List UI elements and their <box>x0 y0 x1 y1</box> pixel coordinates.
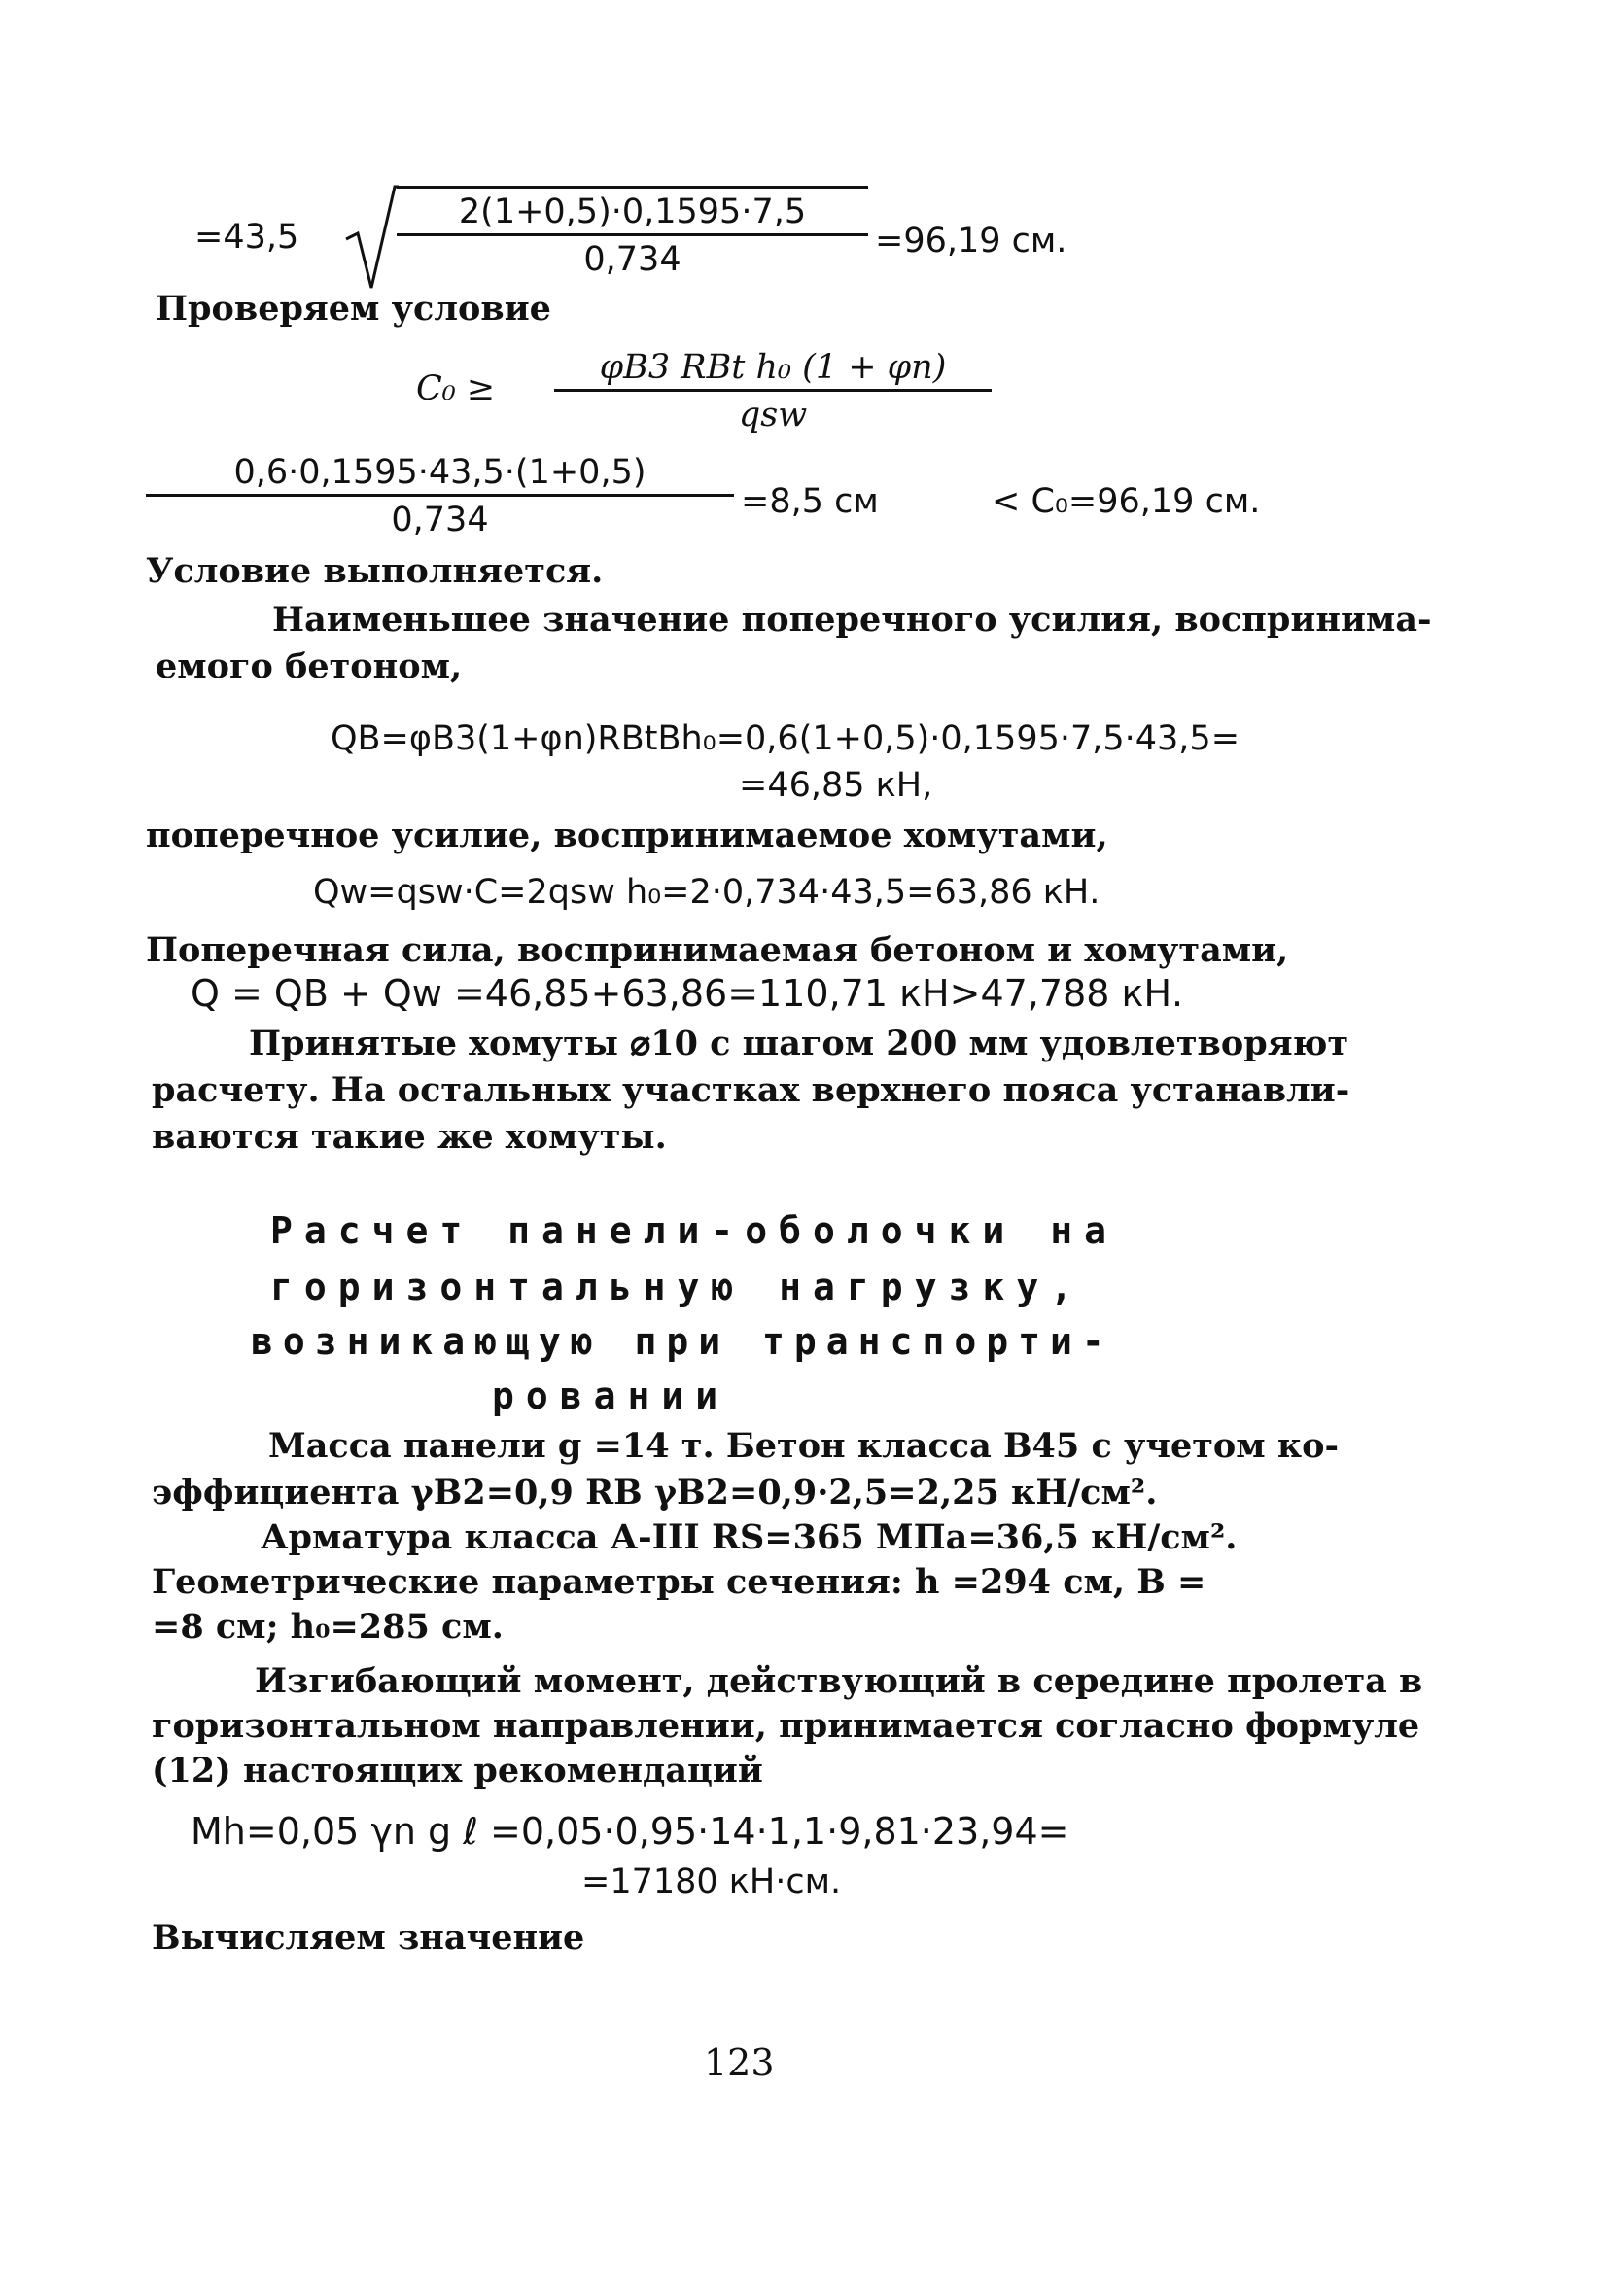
sqrt-overline <box>397 186 868 189</box>
eq1-numerator: 2(1+0,5)·0,1595·7,5 <box>397 191 868 236</box>
section-heading-line4: ровании <box>492 1374 730 1417</box>
para3: Поперечная сила, воспринимаемая бетоном и хомутами, <box>146 930 1289 970</box>
eq6-line1: Mh=0,05 γn g ℓ =0,05·0,95·14·1,1·9,81·23,94= <box>191 1810 1069 1853</box>
eq1-result: =96,19 см. <box>875 222 1067 261</box>
closing-line: Вычисляем значение <box>152 1918 585 1958</box>
eq1-prefix: =43,5 <box>194 218 299 257</box>
condition-numerator: φB3 RBt h₀ (1 + φn) <box>554 346 992 392</box>
eq1-denominator: 0,734 <box>583 240 681 279</box>
para4-line2: расчету. На остальных участках верхнего пояса устанавли- <box>152 1070 1350 1110</box>
section-heading-line2: горизонтальную нагрузку, <box>270 1266 1085 1308</box>
eq2-result: =8,5 см <box>741 482 879 521</box>
para6-line3: (12) настоящих рекомендаций <box>152 1751 763 1791</box>
eq2-denominator: 0,734 <box>391 501 489 539</box>
sqrt-symbol <box>342 181 401 297</box>
eq5: Q = QB + Qw =46,85+63,86=110,71 кН>47,788 кН. <box>191 972 1184 1015</box>
section-heading-line3: возникающую при транспорти- <box>251 1320 1114 1363</box>
section-heading-line1: Расчет панели-оболочки на <box>270 1209 1118 1252</box>
para5-line5: =8 см; h₀=285 см. <box>152 1607 504 1647</box>
eq6-line2: =17180 кН·см. <box>581 1862 842 1901</box>
eq3-line2: =46,85 кН, <box>739 766 933 805</box>
eq2-compare: < C₀=96,19 см. <box>992 482 1261 521</box>
condition-satisfied: Условие выполняется. <box>146 551 604 591</box>
para4-line3: ваются такие же хомуты. <box>152 1117 667 1157</box>
para6-line2: горизонтальном направлении, принимается согласно формуле <box>152 1706 1420 1746</box>
condition-fraction <box>554 346 992 436</box>
para5-line1: Масса панели g =14 т. Бетон класса B45 с учетом ко- <box>268 1426 1339 1466</box>
para1-line1: Наименьшее значение поперечного усилия, воспринима- <box>272 600 1432 640</box>
check-label: Проверяем условие <box>156 289 551 329</box>
eq4: Qw=qsw·C=2qsw h₀=2·0,734·43,5=63,86 кН. <box>313 873 1100 912</box>
eq2-fraction <box>146 451 734 541</box>
eq1-fraction <box>397 191 868 281</box>
page-number: 123 <box>704 2041 775 2084</box>
condition-lhs: C₀ ≥ <box>416 369 496 408</box>
eq2-numerator: 0,6·0,1595·43,5·(1+0,5) <box>146 451 734 497</box>
para5-line4: Геометрические параметры сечения: h =294 см, B = <box>152 1562 1206 1602</box>
para4-line1: Принятые хомуты ⌀10 с шагом 200 мм удовлетворяют <box>249 1024 1349 1063</box>
eq3-line1: QB=φB3(1+φn)RBtBh₀=0,6(1+0,5)·0,1595·7,5·43,5= <box>331 719 1240 758</box>
condition-denominator: qsw <box>738 396 808 435</box>
para5-line3: Арматура класса А-III RS=365 МПа=36,5 кН/см². <box>261 1517 1238 1557</box>
para2: поперечное усилие, воспринимаемое хомутами, <box>146 816 1108 855</box>
para1-line2: емого бетоном, <box>156 646 463 686</box>
para6-line1: Изгибающий момент, действующий в середине пролета в <box>255 1661 1423 1701</box>
para5-line2: эффициента γB2=0,9 RB γB2=0,9·2,5=2,25 кН/см². <box>152 1473 1158 1513</box>
